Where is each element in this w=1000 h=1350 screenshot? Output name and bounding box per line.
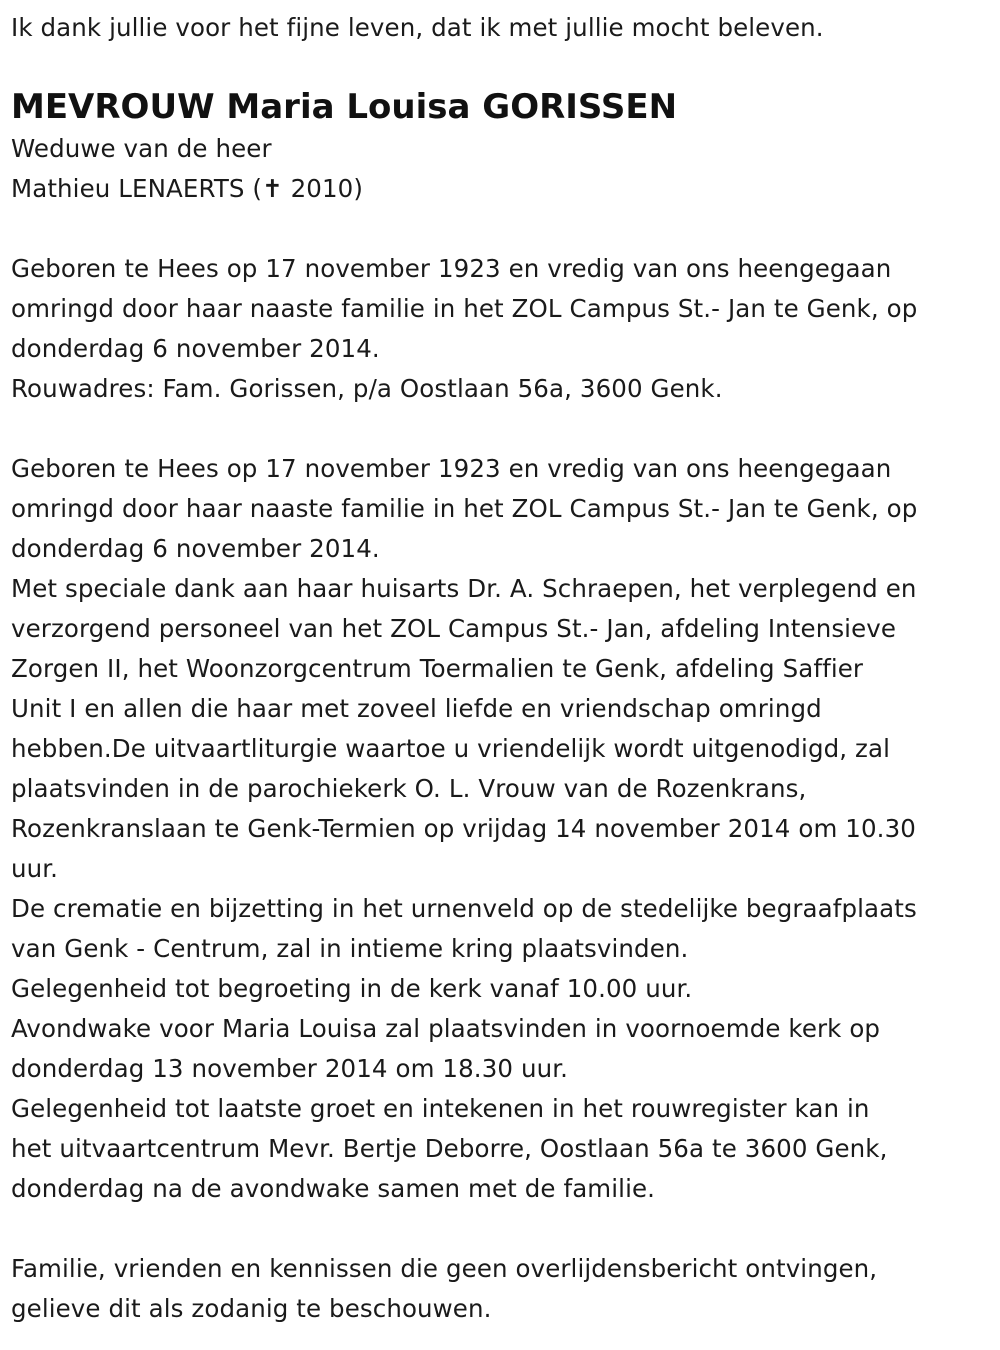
paragraph-line: van Genk - Centrum, zal in intieme kring plaatsvinden. — [11, 934, 689, 963]
deceased-name: MEVROUW Maria Louisa GORISSEN — [11, 87, 678, 127]
mourning-address: Rouwadres: Fam. Gorissen, p/a Oostlaan 56a, 3600 Genk. — [11, 374, 723, 403]
paragraph-line: Geboren te Hees op 17 november 1923 en vredig van ons heengegaan — [11, 254, 892, 283]
intro-text: Ik dank jullie voor het fijne leven, dat ik met jullie mocht beleven. — [11, 13, 824, 42]
paragraph-line: Met speciale dank aan haar huisarts Dr. A. Schraepen, het verplegend en — [11, 574, 917, 603]
paragraph-line: het uitvaartcentrum Mevr. Bertje Deborre, Oostlaan 56a te 3600 Genk, — [11, 1134, 888, 1163]
paragraph-line: Gelegenheid tot laatste groet en intekenen in het rouwregister kan in — [11, 1094, 870, 1123]
spouse-name: Mathieu LENAERTS ( — [11, 174, 263, 203]
spacer — [11, 1209, 991, 1249]
spouse-name-line — [11, 169, 991, 209]
paragraph-line: verzorgend personeel van het ZOL Campus St.- Jan, afdeling Intensieve — [11, 614, 897, 643]
paragraph-line: Avondwake voor Maria Louisa zal plaatsvinden in voornoemde kerk op — [11, 1014, 881, 1043]
spouse-line: Weduwe van de heer — [11, 134, 272, 163]
closing-section — [11, 1249, 991, 1329]
paragraph-line: Zorgen II, het Woonzorgcentrum Toermalien te Genk, afdeling Saffier — [11, 654, 864, 683]
paragraph-line: donderdag 6 november 2014. — [11, 334, 380, 363]
paragraph-line: De crematie en bijzetting in het urnenveld op de stedelijke begraafplaats — [11, 894, 917, 923]
paragraph-line: omringd door haar naaste familie in het ZOL Campus St.- Jan te Genk, op — [11, 294, 918, 323]
paragraph-line: donderdag 6 november 2014. — [11, 534, 380, 563]
paragraph-line: plaatsvinden in de parochiekerk O. L. Vrouw van de Rozenkrans, — [11, 774, 807, 803]
paragraph-line: omringd door haar naaste familie in het ZOL Campus St.- Jan te Genk, op — [11, 494, 918, 523]
spacer — [11, 209, 991, 249]
paragraph-line: Familie, vrienden en kennissen die geen overlijdensbericht ontvingen, — [11, 1254, 878, 1283]
paragraph-line: hebben.De uitvaartliturgie waartoe u vriendelijk wordt uitgenodigd, zal — [11, 734, 891, 763]
paragraph-line: Unit I en allen die haar met zoveel liefde en vriendschap omringd — [11, 694, 822, 723]
paragraph-line: Geboren te Hees op 17 november 1923 en vredig van ons heengegaan — [11, 454, 892, 483]
birth-death-section — [11, 249, 991, 409]
paragraph-line: Rozenkranslaan te Genk-Termien op vrijdag 14 november 2014 om 10.30 — [11, 814, 916, 843]
paragraph-line: uur. — [11, 854, 59, 883]
obituary-notice — [11, 8, 991, 1329]
paragraph-line: Gelegenheid tot begroeting in de kerk vanaf 10.00 uur. — [11, 974, 693, 1003]
cross-icon: ✝ — [262, 174, 283, 203]
spouse-death-year: 2010) — [282, 174, 364, 203]
paragraph-line: donderdag na de avondwake samen met de familie. — [11, 1174, 656, 1203]
funeral-details-section — [11, 449, 991, 1209]
paragraph-line: donderdag 13 november 2014 om 18.30 uur. — [11, 1054, 569, 1083]
paragraph-line: gelieve dit als zodanig te beschouwen. — [11, 1294, 492, 1323]
spacer — [11, 409, 991, 449]
